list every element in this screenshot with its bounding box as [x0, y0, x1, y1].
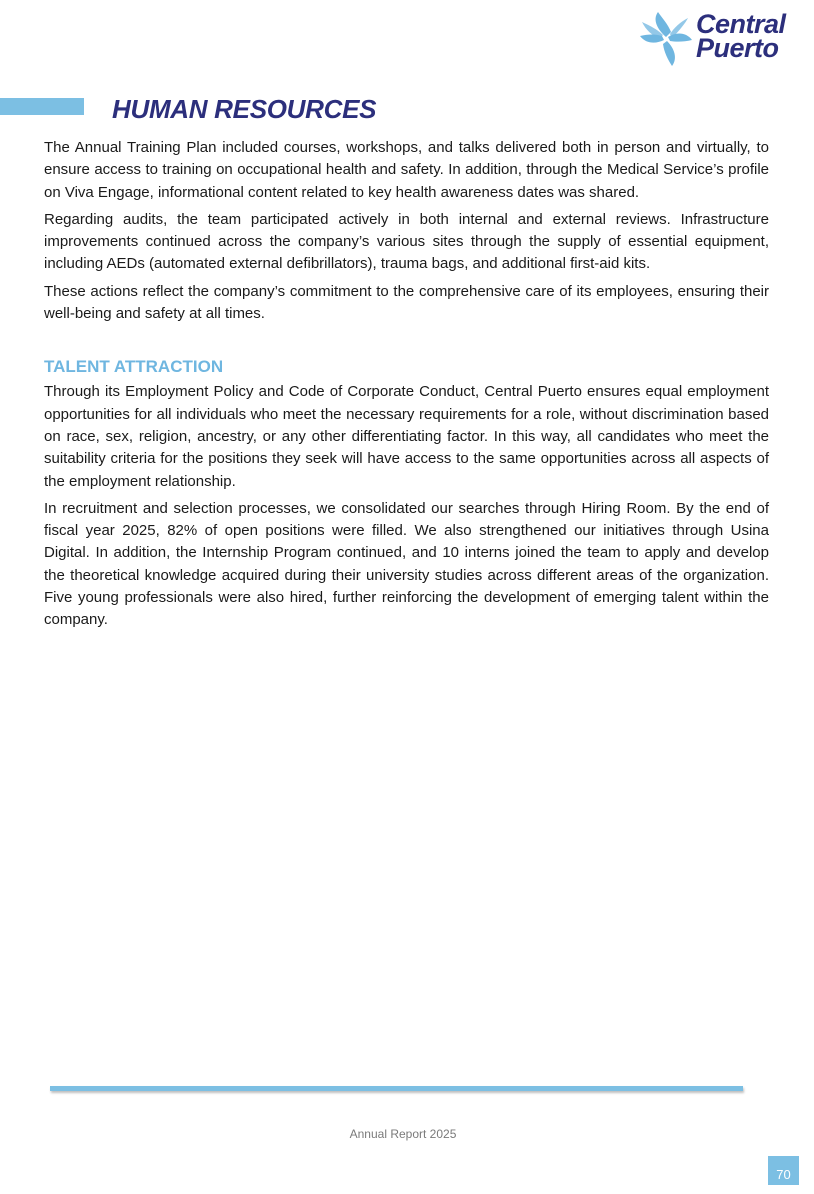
talent-paragraph-2: In recruitment and selection processes, we consolidated our searches through Hiring Room. By the end of fiscal year 2025, 82% of open positions were filled. We also strengthened our initiatives through Usina Digital. In addition, the Internship Program continued, and 10 interns joined the team to apply and develop the theoretical knowledge acquired during their university studies across different areas of the organization. Five young professionals were also hired, further reinforcing the development of emerging talent within the company.	[44, 499, 769, 629]
footer-divider	[50, 1086, 743, 1091]
intro-paragraph-2: Regarding audits, the team participated actively in both internal and external reviews. Infrastructure improvements continued across the company’s various sites through the supply of essential equipment, including AEDs (automated external defibrillators), trauma bags, and additional first-aid kits.	[44, 210, 769, 273]
talent-attraction-heading: TALENT ATTRACTION	[44, 357, 224, 377]
pinwheel-logo-icon	[638, 10, 694, 68]
page-number-badge: 70	[768, 1156, 799, 1185]
talent-paragraph-1: Through its Employment Policy and Code of Corporate Conduct, Central Puerto ensures equal employment opportunities for all individuals who meet the necessary requirements for a role, without discrimination based on race, sex, religion, ancestry, or any other differentiating factor. In this way, all candidates who meet the suitability criteria for the positions they seek will have access to the same opportunities across all aspects of the employment relationship.	[44, 383, 769, 490]
footer-report-label: Annual Report 2025	[349, 1127, 457, 1141]
logo-wordmark	[696, 9, 786, 63]
logo-line-1: Central	[696, 9, 786, 39]
title-accent-bar	[0, 98, 84, 115]
company-logo	[638, 10, 803, 70]
intro-paragraph-1: The Annual Training Plan included courses, workshops, and talks delivered both in person and virtually, to ensure access to training on occupational health and safety. In addition, through the Medical Service’s profile on Viva Engage, informational content related to key health awareness dates was shared.	[44, 139, 769, 201]
page-title: HUMAN RESOURCES	[112, 94, 377, 124]
logo-line-2: Puerto	[696, 33, 779, 63]
intro-paragraph-3: These actions reflect the company’s commitment to the comprehensive care of its employees, ensuring their well-being and safety at all times.	[44, 282, 769, 323]
main-content	[44, 137, 769, 637]
